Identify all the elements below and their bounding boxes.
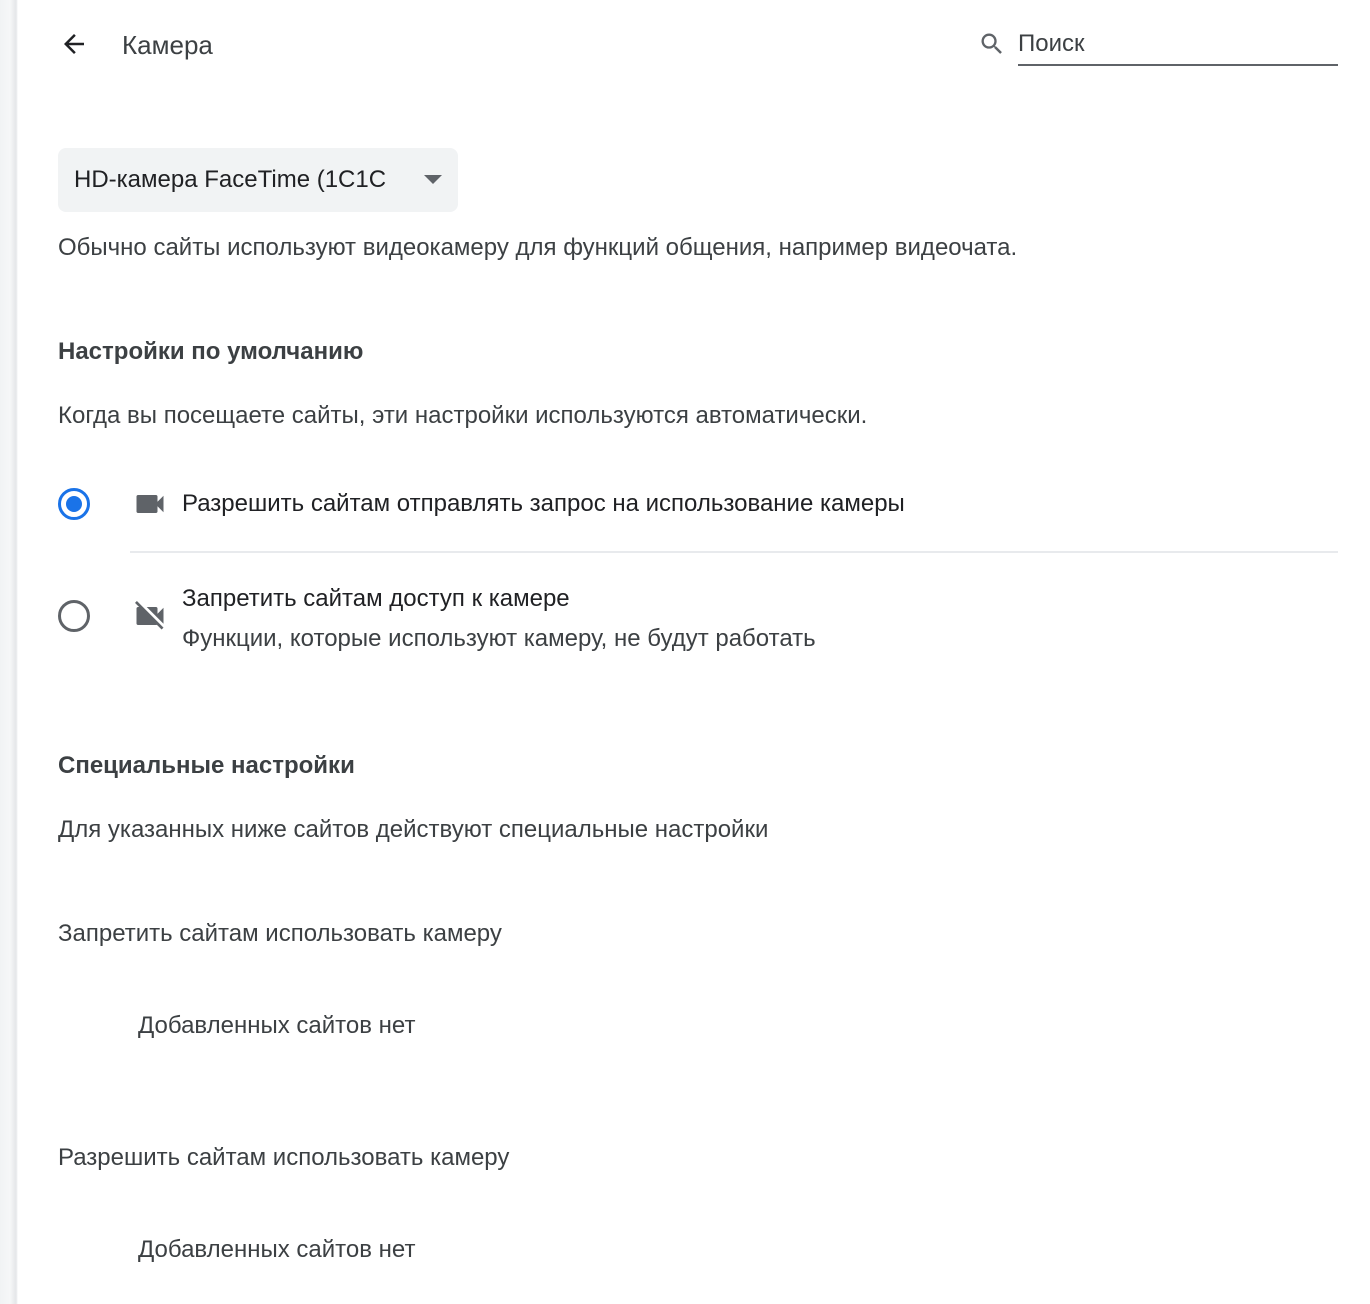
block-list-heading: Запретить сайтам использовать камеру	[58, 920, 502, 947]
defaults-heading: Настройки по умолчанию	[58, 338, 364, 365]
videocam-icon	[132, 486, 168, 522]
left-edge-shadow	[0, 0, 18, 1304]
camera-device-select[interactable]	[58, 148, 458, 212]
camera-device-select-value: HD-камера FaceTime (1C1C	[74, 166, 387, 193]
radio-block[interactable]	[58, 600, 90, 632]
allow-list-heading: Разрешить сайтам использовать камеру	[58, 1144, 510, 1171]
search-box	[976, 24, 1338, 68]
arrow-left-icon	[59, 29, 89, 59]
page-title: Камера	[122, 30, 213, 60]
option-sublabel: Функции, которые используют камеру, не будут работать	[182, 625, 816, 652]
videocam-off-icon	[132, 598, 168, 634]
main-content	[58, 148, 1338, 1263]
search-input[interactable]	[1018, 24, 1338, 66]
allow-list-empty: Добавленных сайтов нет	[138, 1236, 416, 1263]
option-label: Разрешить сайтам отправлять запрос на использование камеры	[182, 490, 905, 517]
custom-description: Для указанных ниже сайтов действуют специальные настройки	[58, 816, 769, 843]
custom-heading: Специальные настройки	[58, 752, 355, 779]
block-list-empty: Добавленных сайтов нет	[138, 1012, 416, 1039]
divider	[130, 551, 1338, 553]
chevron-down-icon	[424, 175, 442, 184]
radio-row-block[interactable]	[58, 568, 1338, 668]
intro-text: Обычно сайты используют видеокамеру для функций общения, например видеочата.	[58, 234, 1018, 261]
radio-row-allow-ask[interactable]	[58, 472, 1338, 536]
defaults-description: Когда вы посещаете сайты, эти настройки используются автоматически.	[58, 402, 868, 429]
search-icon[interactable]	[976, 28, 1008, 60]
page-header	[18, 0, 1370, 90]
option-label: Запретить сайтам доступ к камере	[182, 585, 570, 612]
back-button[interactable]	[52, 22, 96, 66]
radio-allow-ask[interactable]	[58, 488, 90, 520]
